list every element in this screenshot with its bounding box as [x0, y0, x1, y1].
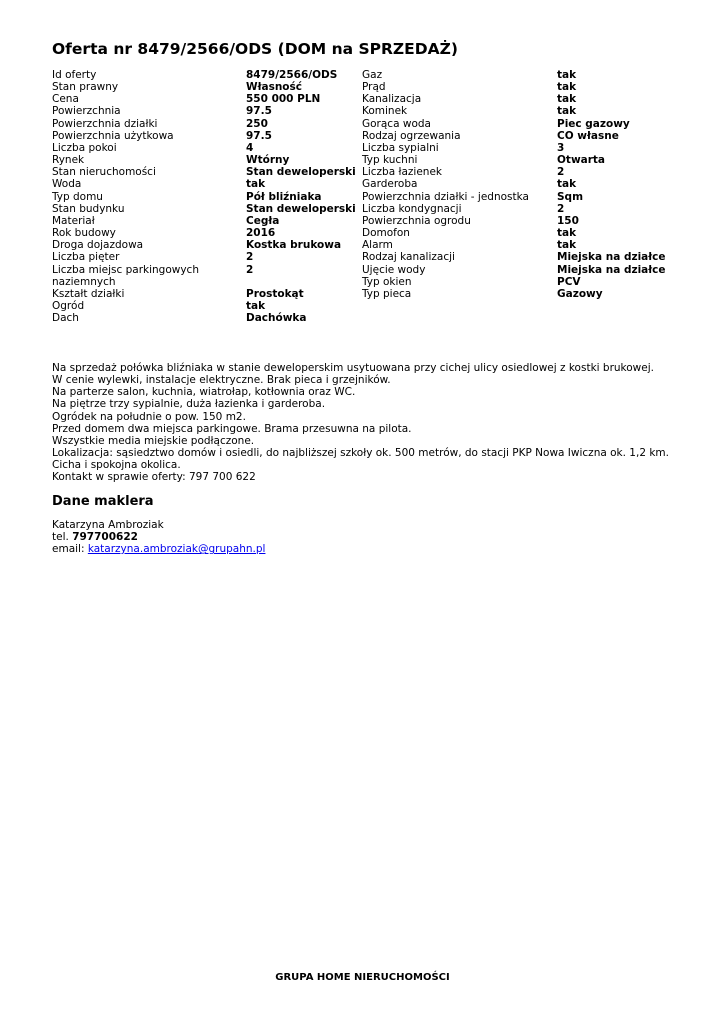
property-value: Stan deweloperski	[246, 202, 356, 215]
property-label: Powierzchnia ogrodu	[362, 214, 471, 227]
property-label: Liczba pokoi	[52, 141, 117, 154]
page-title: Oferta nr 8479/2566/ODS (DOM na SPRZEDAŻ)	[52, 40, 458, 58]
agent-phone-number: 797700622	[72, 531, 138, 544]
property-row	[52, 312, 360, 324]
property-label: Ogród	[52, 299, 85, 312]
property-label: Powierzchnia działki	[52, 117, 158, 130]
agent-email-link[interactable]: katarzyna.ambroziak@grupahn.pl	[87, 543, 266, 556]
property-label: Rynek	[52, 154, 85, 167]
property-label: Rok budowy	[52, 227, 116, 240]
property-label: Alarm	[362, 239, 393, 252]
property-value: tak	[246, 299, 266, 312]
agent-name: Katarzyna Ambroziak	[52, 519, 164, 531]
property-label: Materiał	[52, 214, 95, 227]
property-value: tak	[246, 178, 266, 191]
property-value: 2	[557, 166, 565, 179]
property-row	[52, 178, 360, 190]
agent-phone-label: tel.	[52, 531, 69, 544]
property-value: CO własne	[557, 129, 619, 142]
property-label: Typ pieca	[362, 287, 412, 300]
property-label: Typ kuchni	[362, 154, 418, 167]
property-value: 97.5	[246, 129, 272, 142]
property-value: Sqm	[557, 190, 584, 203]
property-value: tak	[557, 227, 577, 240]
property-row	[52, 264, 360, 288]
property-row	[362, 105, 672, 117]
description-line: Wszystkie media miejskie podłączone.	[52, 434, 255, 447]
property-label: Id oferty	[52, 69, 97, 81]
property-label: Liczba łazienek	[362, 166, 442, 179]
property-value: Gazowy	[557, 287, 603, 300]
property-row	[52, 69, 360, 81]
property-label: Gorąca woda	[362, 117, 431, 130]
property-row	[362, 178, 672, 190]
property-value: tak	[557, 178, 577, 191]
property-value: Kostka brukowa	[246, 239, 342, 252]
property-row	[52, 154, 360, 166]
property-value: tak	[557, 239, 577, 252]
property-row	[362, 288, 672, 300]
property-value: 2	[557, 202, 565, 215]
property-row	[362, 191, 672, 203]
property-value: 8479/2566/ODS	[246, 69, 338, 81]
property-value: tak	[557, 69, 577, 81]
description-line: Na piętrze trzy sypialnie, duża łazienka i garderoba.	[52, 398, 326, 411]
property-row	[362, 154, 672, 166]
properties-left-column	[52, 69, 360, 324]
description-line: Kontakt w sprawie oferty: 797 700 622	[52, 471, 256, 484]
property-value: Cegła	[246, 214, 280, 227]
property-label: Powierzchnia działki - jednostka	[362, 190, 529, 203]
property-row	[362, 130, 672, 142]
property-value: Dachówka	[246, 312, 307, 325]
property-label: Stan budynku	[52, 202, 125, 215]
property-value: 550 000 PLN	[246, 93, 321, 106]
property-value: Prostokąt	[246, 287, 304, 300]
description-line: Ogródek na południe o pow. 150 m2.	[52, 410, 246, 423]
property-row	[52, 239, 360, 251]
property-row	[52, 191, 360, 203]
property-row	[52, 227, 360, 239]
property-row	[362, 93, 672, 105]
description-line: W cenie wylewki, instalacje elektryczne. Brak pieca i grzejników.	[52, 374, 391, 387]
footer-company-name: GRUPA HOME NIERUCHOMOŚCI	[275, 972, 450, 983]
property-value: Pół bliźniaka	[246, 190, 322, 203]
property-row	[52, 142, 360, 154]
agent-phone	[52, 531, 265, 543]
property-row	[362, 227, 672, 239]
property-row	[362, 142, 672, 154]
property-label: Powierzchnia	[52, 105, 121, 118]
description-line: Przed domem dwa miejsca parkingowe. Brama przesuwna na pilota.	[52, 422, 412, 435]
property-row	[362, 215, 672, 227]
property-label: Rodzaj ogrzewania	[362, 129, 461, 142]
property-label: Kształt działki	[52, 287, 125, 300]
property-row	[52, 166, 360, 178]
property-value: 97.5	[246, 105, 272, 118]
property-label: Typ domu	[52, 190, 103, 203]
property-value: 2	[246, 263, 254, 276]
property-value: 2	[246, 251, 254, 264]
property-value: Miejska na działce	[557, 263, 666, 276]
property-value: 3	[557, 141, 565, 154]
property-label: Powierzchnia użytkowa	[52, 129, 174, 142]
property-row	[362, 251, 672, 263]
property-label: Stan nieruchomości	[52, 166, 156, 179]
property-value: Wtórny	[246, 154, 290, 167]
property-row	[52, 105, 360, 117]
property-value: Piec gazowy	[557, 117, 630, 130]
property-label: Liczba sypialni	[362, 141, 439, 154]
property-row	[52, 251, 360, 263]
property-label: Dach	[52, 312, 79, 325]
property-value: Otwarta	[557, 154, 606, 167]
property-row	[52, 118, 360, 130]
property-value: tak	[557, 81, 577, 94]
property-row	[52, 203, 360, 215]
property-label: Droga dojazdowa	[52, 239, 144, 252]
property-row	[362, 118, 672, 130]
property-label: Cena	[52, 93, 79, 106]
property-label: Rodzaj kanalizacji	[362, 251, 455, 264]
description-line: Lokalizacja: sąsiedztwo domów i osiedli, do najbliższej szkoły ok. 500 metrów, do stacji PKP Nowa Iwiczna ok. 1,2 km. Cicha i spokojna okolica.	[52, 447, 669, 472]
property-value: 2016	[246, 227, 276, 240]
property-label: Prąd	[362, 81, 386, 94]
agent-email-label: email:	[52, 543, 85, 556]
property-row	[52, 300, 360, 312]
property-label: Kanalizacja	[362, 93, 422, 106]
description-line: Na sprzedaż połówka bliźniaka w stanie deweloperskim usytuowana przy cichej ulicy osiedlowej z kostki brukowej.	[52, 362, 654, 374]
properties-right-column	[362, 69, 672, 300]
property-row	[52, 288, 360, 300]
property-row	[52, 215, 360, 227]
property-row	[362, 239, 672, 251]
agent-heading: Dane maklera	[52, 494, 154, 509]
property-value: Stan deweloperski	[246, 166, 356, 179]
property-value: Własność	[246, 81, 302, 94]
property-value: tak	[557, 105, 577, 118]
property-value: tak	[557, 93, 577, 106]
property-row	[362, 69, 672, 81]
property-value: PCV	[557, 275, 581, 288]
property-label: Domofon	[362, 227, 410, 240]
property-row	[362, 81, 672, 93]
property-row	[362, 203, 672, 215]
property-row	[52, 81, 360, 93]
property-label: Liczba pięter	[52, 251, 120, 264]
property-label: Stan prawny	[52, 81, 119, 94]
property-row	[362, 276, 672, 288]
property-label: Ujęcie wody	[362, 263, 426, 276]
property-label: Woda	[52, 178, 82, 191]
agent-email	[52, 543, 265, 555]
property-value: 4	[246, 141, 254, 154]
property-label: Liczba kondygnacji	[362, 202, 462, 215]
property-label: Gaz	[362, 69, 383, 81]
property-label: Garderoba	[362, 178, 418, 191]
property-label: Liczba miejsc parkingowych naziemnych	[52, 263, 199, 288]
property-row	[52, 130, 360, 142]
property-label: Typ okien	[362, 275, 412, 288]
agent-contact	[52, 519, 265, 555]
property-value: Miejska na działce	[557, 251, 666, 264]
property-label: Kominek	[362, 105, 408, 118]
property-row	[362, 264, 672, 276]
property-row	[362, 166, 672, 178]
offer-description	[52, 362, 672, 484]
description-line: Na parterze salon, kuchnia, wiatrołap, kotłownia oraz WC.	[52, 386, 356, 399]
property-value: 250	[246, 117, 268, 130]
property-value: 150	[557, 214, 579, 227]
property-row	[52, 93, 360, 105]
